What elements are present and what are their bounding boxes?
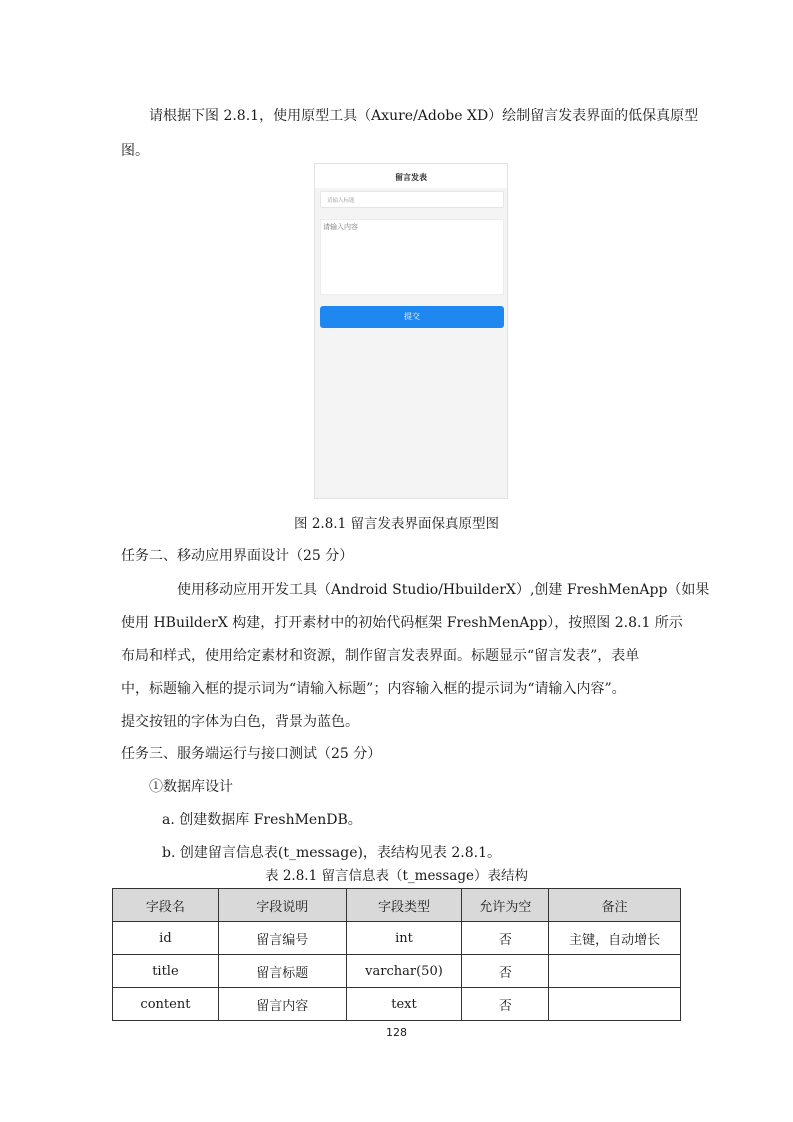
task2-line-2: 使用 HBuilderX 构建，打开素材中的初始代码框架 FreshMenApp），按照图 2.8.1 所示 <box>121 615 683 631</box>
figure-caption: 图 2.8.1 留言发表界面保真原型图 <box>294 516 499 532</box>
mockup-header <box>315 164 507 188</box>
cell-field-desc: 留言编号 <box>218 922 346 955</box>
table-row <box>113 922 681 955</box>
header-field-name: 字段名 <box>113 889 219 922</box>
cell-field-desc: 留言内容 <box>218 988 346 1021</box>
task3-item-a: a. 创建数据库 FreshMenDB。 <box>162 812 362 828</box>
prototype-mockup <box>314 163 508 499</box>
page-number: 128 <box>386 1026 407 1039</box>
header-field-desc: 字段说明 <box>218 889 346 922</box>
cell-field-name: content <box>113 988 219 1021</box>
task2-line-5: 提交按钮的字体为白色，背景为蓝色。 <box>121 714 359 730</box>
cell-field-name: title <box>113 955 219 988</box>
task2-line-3: 布局和样式，使用给定素材和资源，制作留言发表界面。标题显示“留言发表”，表单 <box>121 648 640 664</box>
task2-line-1: 使用移动应用开发工具（Android Studio/HbuilderX）,创建 FreshMenApp（如果 <box>177 582 710 598</box>
cell-field-type: int <box>346 922 462 955</box>
header-remarks: 备注 <box>549 889 681 922</box>
mockup-submit-button: 提交 <box>320 306 504 328</box>
cell-remarks <box>549 955 681 988</box>
structure-table <box>112 888 681 1021</box>
cell-remarks <box>549 988 681 1021</box>
task3-item-b: b. 创建留言信息表(t_message)，表结构见表 2.8.1。 <box>162 845 502 861</box>
table-caption: 表 2.8.1 留言信息表（t_message）表结构 <box>265 868 528 884</box>
cell-nullable: 否 <box>462 988 549 1021</box>
mockup-content-input: 请输入内容 <box>320 219 504 295</box>
table-header-row <box>113 889 681 922</box>
cell-nullable: 否 <box>462 955 549 988</box>
table-row <box>113 988 681 1021</box>
mockup-title-input: 请输入标题 <box>320 191 504 208</box>
cell-field-type: text <box>346 988 462 1021</box>
mockup-title: 留言发表 <box>395 173 427 182</box>
task3-heading: 任务三、服务端运行与接口测试（25 分） <box>121 746 382 762</box>
task2-heading: 任务二、移动应用界面设计（25 分） <box>121 548 354 564</box>
cell-field-type: varchar(50) <box>346 955 462 988</box>
intro-line-1: 请根据下图 2.8.1，使用原型工具（Axure/Adobe XD）绘制留言发表界面的低保真原型 <box>149 108 699 124</box>
header-nullable: 允许为空 <box>462 889 549 922</box>
cell-field-desc: 留言标题 <box>218 955 346 988</box>
header-field-type: 字段类型 <box>346 889 462 922</box>
cell-field-name: id <box>113 922 219 955</box>
table-row <box>113 955 681 988</box>
task2-line-4: 中，标题输入框的提示词为“请输入标题”；内容输入框的提示词为“请输入内容”。 <box>121 681 626 697</box>
intro-line-2: 图。 <box>121 143 149 159</box>
task3-db-design: ①数据库设计 <box>149 779 233 795</box>
cell-remarks: 主键，自动增长 <box>549 922 681 955</box>
cell-nullable: 否 <box>462 922 549 955</box>
